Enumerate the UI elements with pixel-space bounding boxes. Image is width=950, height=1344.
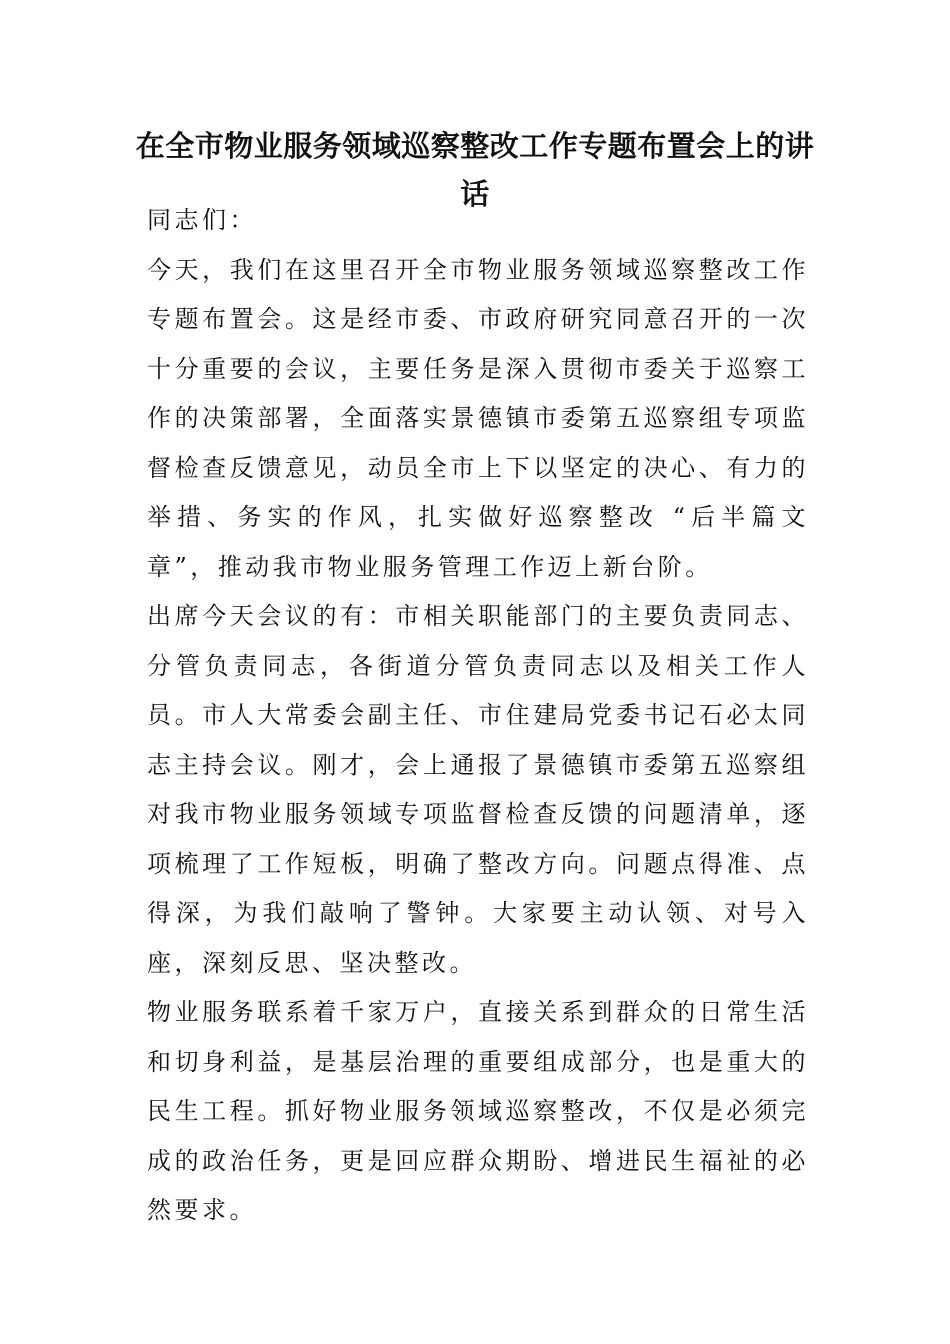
body-paragraph: 物业服务联系着千家万户，直接关系到群众的日常生活和切身利益，是基层治理的重要组成部分，也是重大的民生工程。抓好物业服务领域巡察整改，不仅是必须完成的政治任务，更是回应群众期盼、增进民生福祉的必然要求。	[147, 998, 809, 1224]
salutation-paragraph: 同志们：	[147, 206, 257, 234]
body-paragraph: 出席今天会议的有：市相关职能部门的主要负责同志、分管负责同志，各街道分管负责同志以及相关工作人员。市人大常委会副主任、市住建局党委书记石必太同志主持会议。刚才，会上通报了景德镇市委第五巡察组对我市物业服务领域专项监督检查反馈的问题清单，逐项梳理了工作短板，明确了整改方向。问题点得准、点得深，为我们敲响了警钟。大家要主动认领、对号入座，深刻反思、坚决整改。	[147, 602, 809, 977]
body-paragraph: 今天，我们在这里召开全市物业服务领域巡察整改工作专题布置会。这是经市委、市政府研究同意召开的一次十分重要的会议，主要任务是深入贯彻市委关于巡察工作的决策部署，全面落实景德镇市委第五巡察组专项监督检查反馈意见，动员全市上下以坚定的决心、有力的举措、务实的作风，扎实做好巡察整改 “后半篇文章”，推动我市物业服务管理工作迈上新台阶。	[147, 255, 809, 581]
document-body	[147, 196, 809, 1236]
document-title: 在全市物业服务领域巡察整改工作专题布置会上的讲话	[135, 129, 815, 211]
